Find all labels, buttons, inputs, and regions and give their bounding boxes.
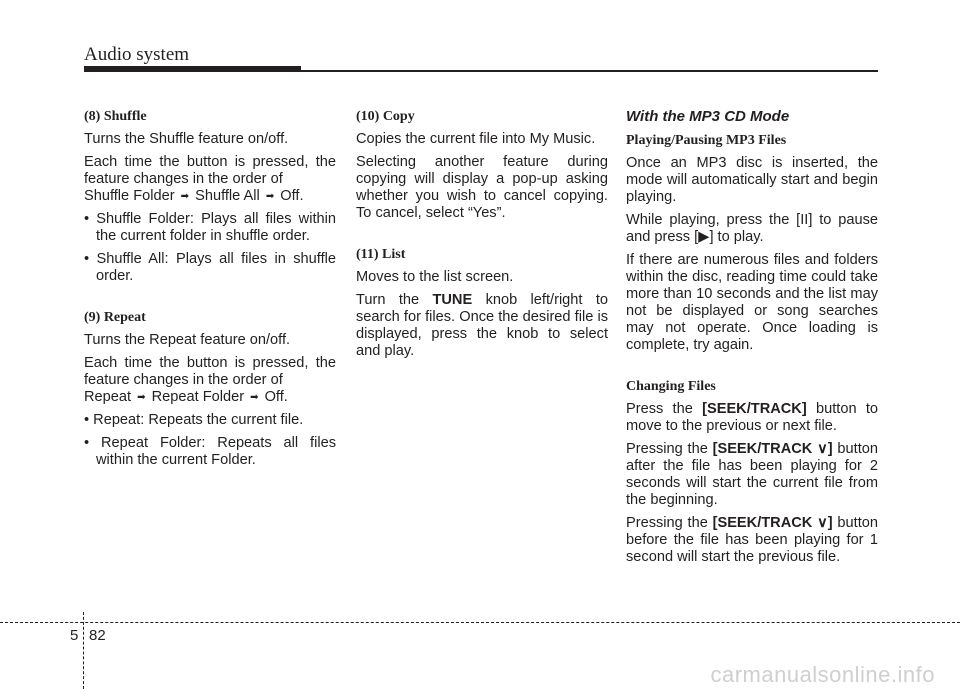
- changing-files-heading: Changing Files: [626, 379, 716, 394]
- header-title: Audio system: [84, 44, 190, 65]
- copy-cancel-text: Selecting another feature during copying will display a pop-up asking whether you wish to cancel copying. To cancel, select “Yes”.: [356, 154, 608, 221]
- header-rule-thick: [84, 66, 301, 72]
- play-icon: ▶: [698, 229, 710, 245]
- play-pause-tail: ] to play.: [709, 229, 764, 245]
- repeat-order-text: [84, 355, 336, 406]
- shuffle-seq-2: Shuffle All: [195, 188, 260, 204]
- repeat-seq-3: Off.: [264, 389, 288, 405]
- change-previous-lead: Pressing the: [626, 515, 708, 531]
- arrow-right-icon: ➡: [250, 392, 259, 403]
- arrow-right-icon: ➡: [265, 191, 275, 202]
- shuffle-desc: Turns the Shuffle feature on/off.: [84, 131, 289, 147]
- column-2: [356, 108, 608, 366]
- play-loading-text: If there are numerous files and folders within the disc, reading time could take more than 10 seconds and the list may not be displayed or song searches may not operate. Once loading is complete, try again.: [626, 252, 878, 353]
- shuffle-heading: (8) Shuffle: [84, 109, 147, 124]
- chapter-number: 5: [70, 627, 79, 644]
- mp3-mode-heading: With the MP3 CD Mode: [626, 108, 790, 125]
- footer-divider: [83, 612, 85, 689]
- arrow-right-icon: ➡: [137, 392, 146, 403]
- list-tune-text: [356, 292, 608, 360]
- repeat-desc: Turns the Repeat feature on/off.: [84, 332, 291, 348]
- seek-track-down-key: [SEEK/TRACK ∨]: [712, 515, 833, 531]
- repeat-bullet-folder: • Repeat Folder: Repeats all files within the current Folder.: [84, 435, 336, 468]
- list-tune-rest: knob left/right to search for files. Once the desired file is displayed, press the knob to select and play.: [356, 292, 608, 359]
- change-seek-lead: Press the: [626, 401, 693, 417]
- change-previous-rest: button before the file has been playing for 1 second will start the previous file.: [626, 515, 878, 565]
- shuffle-order-text: [84, 154, 336, 205]
- shuffle-seq-3: Off.: [280, 188, 304, 204]
- shuffle-bullet-all: • Shuffle All: Plays all files in shuffle order.: [84, 251, 336, 284]
- list-heading: (11) List: [356, 247, 406, 262]
- change-previous-text: [626, 515, 878, 566]
- change-seek-text: [626, 401, 878, 435]
- list-desc: Moves to the list screen.: [356, 269, 514, 285]
- change-restart-text: [626, 441, 878, 509]
- repeat-seq-2: Repeat Folder: [151, 389, 245, 405]
- change-restart-lead: Pressing the: [626, 441, 708, 457]
- change-restart-rest: button after the file has been playing for 2 seconds will start the current file from the beginning.: [626, 441, 878, 508]
- tune-knob-label: TUNE: [432, 292, 473, 308]
- repeat-order-lead: Each time the button is pressed, the feature changes in the order of: [84, 355, 336, 388]
- watermark: carmanualsonline.info: [710, 662, 935, 687]
- arrow-right-icon: ➡: [180, 191, 190, 202]
- repeat-bullet-file: • Repeat: Repeats the current file.: [84, 412, 304, 428]
- column-1: [84, 108, 336, 475]
- play-pause-lead: While playing, press the [II] to pause and press [: [626, 212, 878, 245]
- shuffle-seq-1: Shuffle Folder: [84, 188, 175, 204]
- page-number: 82: [89, 627, 106, 644]
- play-auto-text: Once an MP3 disc is inserted, the mode will automatically start and begin playing.: [626, 155, 878, 205]
- repeat-heading: (9) Repeat: [84, 310, 146, 325]
- play-pause-text: [626, 212, 878, 246]
- change-seek-rest: button to move to the previous or next file.: [626, 401, 878, 434]
- copy-heading: (10) Copy: [356, 109, 415, 124]
- column-3: [626, 108, 878, 572]
- shuffle-bullet-folder: • Shuffle Folder: Plays all files within the current folder in shuffle order.: [84, 211, 336, 244]
- play-pause-heading: Playing/Pausing MP3 Files: [626, 133, 787, 148]
- header-rule-thin: [301, 70, 878, 72]
- footer-rule: [0, 622, 960, 623]
- shuffle-order-lead: Each time the button is pressed, the feature changes in the order of: [84, 154, 336, 187]
- seek-track-key: [SEEK/TRACK]: [702, 401, 807, 417]
- list-tune-lead: Turn the: [356, 292, 420, 308]
- seek-track-down-key: [SEEK/TRACK ∨]: [712, 441, 833, 457]
- copy-desc: Copies the current file into My Music.: [356, 131, 596, 147]
- repeat-seq-1: Repeat: [84, 389, 132, 405]
